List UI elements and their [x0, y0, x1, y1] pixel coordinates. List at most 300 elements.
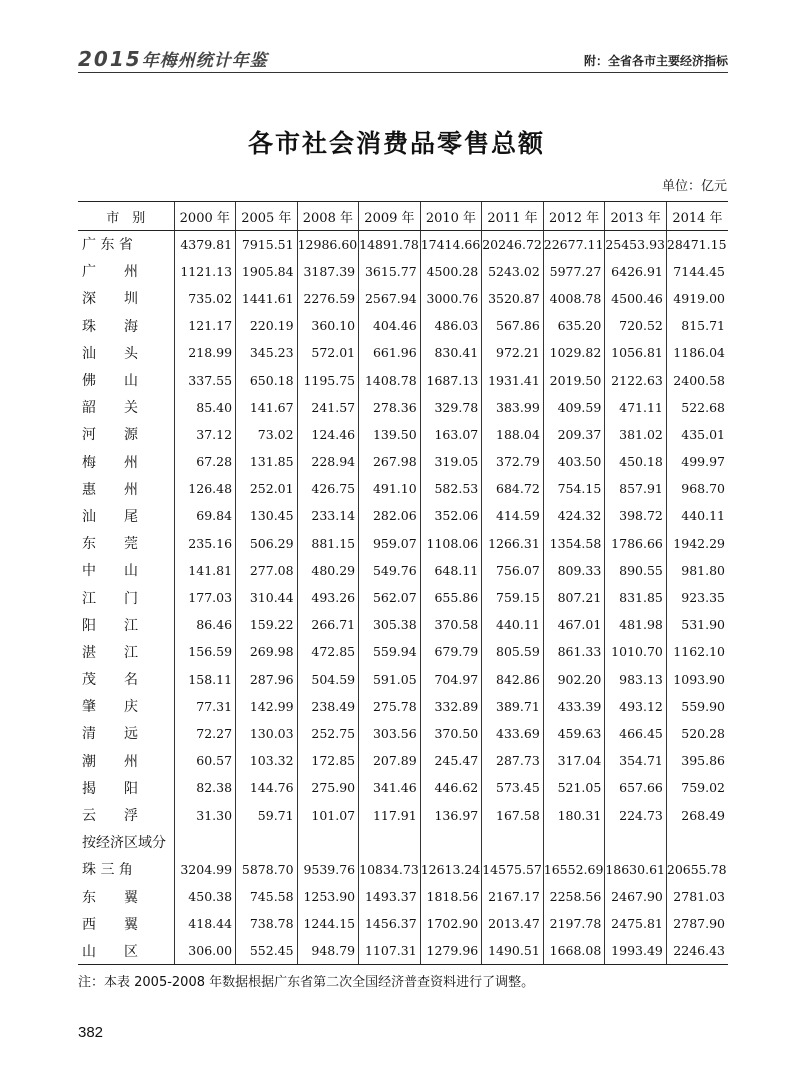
value-cell: 1056.81	[605, 339, 667, 366]
value-cell: 381.02	[605, 421, 667, 448]
value-cell: 5977.27	[543, 258, 605, 285]
footnote: 注：本表 2005-2008 年数据根据广东省第二次全国经济普查资料进行了调整。	[78, 975, 535, 990]
section-title: 附：全省各市主要经济指标	[583, 54, 728, 68]
value-cell: 1029.82	[543, 339, 605, 366]
value-cell: 10834.73	[359, 856, 421, 883]
value-cell: 117.91	[359, 801, 421, 828]
value-cell	[543, 829, 605, 856]
value-cell: 650.18	[236, 366, 298, 393]
value-cell: 275.78	[359, 693, 421, 720]
row-label: 佛 山	[82, 373, 138, 390]
value-cell: 5243.02	[482, 258, 544, 285]
value-cell: 491.10	[359, 475, 421, 502]
value-cell: 1931.41	[482, 366, 544, 393]
table-row	[78, 366, 728, 393]
value-cell: 69.84	[174, 502, 236, 529]
column-header-year: 2009 年	[359, 202, 421, 231]
table-body	[78, 231, 728, 965]
value-cell: 2475.81	[605, 910, 667, 937]
value-cell: 142.99	[236, 693, 298, 720]
value-cell: 305.38	[359, 611, 421, 638]
value-cell: 2197.78	[543, 910, 605, 937]
value-cell: 370.50	[420, 720, 482, 747]
row-label: 江 门	[82, 590, 138, 607]
value-cell: 395.86	[666, 747, 728, 774]
column-header-year: 2011 年	[482, 202, 544, 231]
value-cell: 20655.78	[666, 856, 728, 883]
value-cell: 228.94	[297, 448, 359, 475]
value-cell: 983.13	[605, 666, 667, 693]
value-cell: 268.49	[666, 801, 728, 828]
retail-sales-table	[78, 201, 728, 965]
value-cell: 14575.57	[482, 856, 544, 883]
value-cell: 67.28	[174, 448, 236, 475]
value-cell: 433.69	[482, 720, 544, 747]
value-cell: 241.57	[297, 394, 359, 421]
row-label: 梅 州	[82, 454, 138, 471]
value-cell: 1490.51	[482, 937, 544, 964]
value-cell: 404.46	[359, 312, 421, 339]
value-cell: 520.28	[666, 720, 728, 747]
value-cell	[605, 829, 667, 856]
value-cell: 306.00	[174, 937, 236, 964]
value-cell: 1441.61	[236, 285, 298, 312]
value-cell: 209.37	[543, 421, 605, 448]
row-label: 东 莞	[82, 536, 138, 553]
value-cell: 805.59	[482, 638, 544, 665]
value-cell: 220.19	[236, 312, 298, 339]
value-cell: 4500.28	[420, 258, 482, 285]
yearbook-brand	[78, 46, 268, 71]
value-cell: 167.58	[482, 801, 544, 828]
value-cell: 2246.43	[666, 937, 728, 964]
row-label: 河 源	[82, 427, 138, 444]
value-cell: 2013.47	[482, 910, 544, 937]
value-cell: 1354.58	[543, 530, 605, 557]
row-label: 惠 州	[82, 481, 138, 498]
value-cell: 414.59	[482, 502, 544, 529]
value-cell: 1010.70	[605, 638, 667, 665]
value-cell: 486.03	[420, 312, 482, 339]
value-cell: 684.72	[482, 475, 544, 502]
value-cell: 1786.66	[605, 530, 667, 557]
table-row	[78, 910, 728, 937]
value-cell: 1093.90	[666, 666, 728, 693]
row-label: 清 远	[82, 726, 138, 743]
row-label: 阳 江	[82, 617, 138, 634]
value-cell: 1108.06	[420, 530, 482, 557]
value-cell: 754.15	[543, 475, 605, 502]
value-cell: 310.44	[236, 584, 298, 611]
value-cell: 480.29	[297, 557, 359, 584]
table-row	[78, 693, 728, 720]
value-cell: 235.16	[174, 530, 236, 557]
page-title: 各市社会消费品零售总额	[247, 129, 545, 158]
value-cell: 275.90	[297, 774, 359, 801]
value-cell: 648.11	[420, 557, 482, 584]
table-row	[78, 339, 728, 366]
value-cell: 2400.58	[666, 366, 728, 393]
value-cell: 2019.50	[543, 366, 605, 393]
row-label: 汕 头	[82, 345, 138, 362]
value-cell: 759.15	[482, 584, 544, 611]
value-cell: 103.32	[236, 747, 298, 774]
value-cell: 5878.70	[236, 856, 298, 883]
value-cell: 131.85	[236, 448, 298, 475]
value-cell: 360.10	[297, 312, 359, 339]
table-row	[78, 285, 728, 312]
value-cell: 28471.15	[666, 231, 728, 258]
row-label: 湛 江	[82, 644, 138, 661]
value-cell: 3615.77	[359, 258, 421, 285]
value-cell: 86.46	[174, 611, 236, 638]
value-cell: 409.59	[543, 394, 605, 421]
table-row	[78, 666, 728, 693]
value-cell: 418.44	[174, 910, 236, 937]
value-cell: 759.02	[666, 774, 728, 801]
row-label: 西 翼	[82, 916, 138, 933]
row-label: 按经济区域分	[82, 835, 166, 852]
row-label: 汕 尾	[82, 508, 138, 525]
row-label: 广 东 省	[82, 237, 133, 254]
table-row	[78, 937, 728, 964]
value-cell: 101.07	[297, 801, 359, 828]
value-cell: 450.18	[605, 448, 667, 475]
value-cell: 37.12	[174, 421, 236, 448]
row-label: 韶 关	[82, 400, 138, 417]
value-cell: 704.97	[420, 666, 482, 693]
value-cell: 493.12	[605, 693, 667, 720]
value-cell: 471.11	[605, 394, 667, 421]
value-cell: 317.04	[543, 747, 605, 774]
value-cell: 370.58	[420, 611, 482, 638]
value-cell: 319.05	[420, 448, 482, 475]
value-cell: 12986.60	[297, 231, 359, 258]
table-row	[78, 774, 728, 801]
value-cell	[174, 829, 236, 856]
value-cell: 720.52	[605, 312, 667, 339]
value-cell: 522.68	[666, 394, 728, 421]
value-cell: 159.22	[236, 611, 298, 638]
value-cell: 567.86	[482, 312, 544, 339]
page-number: 382	[78, 1024, 104, 1041]
value-cell: 1687.13	[420, 366, 482, 393]
value-cell: 4379.81	[174, 231, 236, 258]
value-cell: 466.45	[605, 720, 667, 747]
value-cell: 3187.39	[297, 258, 359, 285]
value-cell: 267.98	[359, 448, 421, 475]
value-cell: 861.33	[543, 638, 605, 665]
value-cell: 124.46	[297, 421, 359, 448]
value-cell: 1279.96	[420, 937, 482, 964]
value-cell: 389.71	[482, 693, 544, 720]
brand-text: 年梅州统计年鉴	[141, 51, 268, 71]
value-cell: 472.85	[297, 638, 359, 665]
value-cell: 1993.49	[605, 937, 667, 964]
value-cell	[297, 829, 359, 856]
row-label: 潮 州	[82, 753, 138, 770]
value-cell: 141.67	[236, 394, 298, 421]
value-cell: 459.63	[543, 720, 605, 747]
value-cell: 245.47	[420, 747, 482, 774]
value-cell: 1244.15	[297, 910, 359, 937]
value-cell: 1493.37	[359, 883, 421, 910]
value-cell: 337.55	[174, 366, 236, 393]
unit-label: 单位：亿元	[661, 179, 727, 194]
table-row	[78, 747, 728, 774]
value-cell: 238.49	[297, 693, 359, 720]
value-cell: 572.01	[297, 339, 359, 366]
table-row	[78, 448, 728, 475]
table-row	[78, 883, 728, 910]
column-header-city: 市 别	[78, 202, 174, 231]
value-cell: 1266.31	[482, 530, 544, 557]
brand-year: 2015	[78, 47, 142, 71]
table-row	[78, 258, 728, 285]
value-cell: 735.02	[174, 285, 236, 312]
value-cell: 809.33	[543, 557, 605, 584]
value-cell: 383.99	[482, 394, 544, 421]
value-cell: 1905.84	[236, 258, 298, 285]
value-cell: 85.40	[174, 394, 236, 421]
value-cell: 467.01	[543, 611, 605, 638]
value-cell	[666, 829, 728, 856]
value-cell: 657.66	[605, 774, 667, 801]
table-row	[78, 720, 728, 747]
row-label: 山 区	[78, 937, 174, 964]
value-cell: 345.23	[236, 339, 298, 366]
value-cell: 12613.24	[420, 856, 482, 883]
value-cell: 269.98	[236, 638, 298, 665]
value-cell: 1253.90	[297, 883, 359, 910]
value-cell: 890.55	[605, 557, 667, 584]
value-cell: 807.21	[543, 584, 605, 611]
value-cell: 493.26	[297, 584, 359, 611]
value-cell: 25453.93	[605, 231, 667, 258]
value-cell: 1942.29	[666, 530, 728, 557]
value-cell: 121.17	[174, 312, 236, 339]
value-cell: 968.70	[666, 475, 728, 502]
value-cell: 435.01	[666, 421, 728, 448]
row-label: 茂 名	[82, 672, 138, 689]
value-cell: 73.02	[236, 421, 298, 448]
value-cell: 233.14	[297, 502, 359, 529]
value-cell: 218.99	[174, 339, 236, 366]
value-cell	[420, 829, 482, 856]
value-cell: 1107.31	[359, 937, 421, 964]
column-header-year: 2010 年	[420, 202, 482, 231]
column-header-year: 2014 年	[666, 202, 728, 231]
value-cell: 6426.91	[605, 258, 667, 285]
value-cell: 499.97	[666, 448, 728, 475]
row-label: 广 州	[82, 264, 138, 281]
value-cell: 252.75	[297, 720, 359, 747]
value-cell: 981.80	[666, 557, 728, 584]
value-cell: 177.03	[174, 584, 236, 611]
value-cell: 738.78	[236, 910, 298, 937]
value-cell: 398.72	[605, 502, 667, 529]
value-cell: 278.36	[359, 394, 421, 421]
running-header	[78, 46, 728, 73]
value-cell: 126.48	[174, 475, 236, 502]
row-label: 深 圳	[82, 291, 138, 308]
column-header-year: 2008 年	[297, 202, 359, 231]
value-cell: 549.76	[359, 557, 421, 584]
value-cell: 440.11	[482, 611, 544, 638]
row-label: 云 浮	[82, 808, 138, 825]
value-cell: 207.89	[359, 747, 421, 774]
table-row	[78, 394, 728, 421]
value-cell: 1456.37	[359, 910, 421, 937]
value-cell: 2567.94	[359, 285, 421, 312]
value-cell: 329.78	[420, 394, 482, 421]
value-cell: 172.85	[297, 747, 359, 774]
value-cell: 1818.56	[420, 883, 482, 910]
value-cell: 573.45	[482, 774, 544, 801]
value-cell: 552.45	[236, 937, 298, 964]
value-cell: 661.96	[359, 339, 421, 366]
row-label: 肇 庆	[82, 699, 138, 716]
value-cell: 180.31	[543, 801, 605, 828]
value-cell: 158.11	[174, 666, 236, 693]
table-row	[78, 530, 728, 557]
value-cell: 224.73	[605, 801, 667, 828]
value-cell: 277.08	[236, 557, 298, 584]
value-cell: 745.58	[236, 883, 298, 910]
value-cell: 403.50	[543, 448, 605, 475]
row-label: 中 山	[82, 563, 138, 580]
value-cell: 82.38	[174, 774, 236, 801]
value-cell: 881.15	[297, 530, 359, 557]
value-cell: 521.05	[543, 774, 605, 801]
value-cell: 7144.45	[666, 258, 728, 285]
value-cell: 130.03	[236, 720, 298, 747]
value-cell: 2276.59	[297, 285, 359, 312]
value-cell: 531.90	[666, 611, 728, 638]
value-cell: 18630.61	[605, 856, 667, 883]
value-cell: 450.38	[174, 883, 236, 910]
value-cell: 481.98	[605, 611, 667, 638]
column-header-year: 2000 年	[174, 202, 236, 231]
table-row	[78, 584, 728, 611]
value-cell: 426.75	[297, 475, 359, 502]
value-cell: 303.56	[359, 720, 421, 747]
value-cell: 1408.78	[359, 366, 421, 393]
value-cell: 842.86	[482, 666, 544, 693]
value-cell: 22677.11	[543, 231, 605, 258]
value-cell: 559.94	[359, 638, 421, 665]
value-cell: 332.89	[420, 693, 482, 720]
value-cell: 77.31	[174, 693, 236, 720]
value-cell: 902.20	[543, 666, 605, 693]
value-cell: 756.07	[482, 557, 544, 584]
column-header-year: 2013 年	[605, 202, 667, 231]
value-cell: 1186.04	[666, 339, 728, 366]
value-cell: 3204.99	[174, 856, 236, 883]
value-cell: 136.97	[420, 801, 482, 828]
value-cell: 282.06	[359, 502, 421, 529]
value-cell: 655.86	[420, 584, 482, 611]
value-cell: 72.27	[174, 720, 236, 747]
value-cell	[236, 829, 298, 856]
value-cell: 679.79	[420, 638, 482, 665]
value-cell: 582.53	[420, 475, 482, 502]
value-cell: 948.79	[297, 937, 359, 964]
value-cell: 2467.90	[605, 883, 667, 910]
value-cell: 287.73	[482, 747, 544, 774]
value-cell: 4919.00	[666, 285, 728, 312]
value-cell: 591.05	[359, 666, 421, 693]
table-row	[78, 638, 728, 665]
table-row	[78, 421, 728, 448]
row-label: 珠 海	[82, 318, 138, 335]
value-cell: 559.90	[666, 693, 728, 720]
value-cell: 3520.87	[482, 285, 544, 312]
table-header-row	[78, 202, 728, 231]
value-cell: 60.57	[174, 747, 236, 774]
value-cell: 141.81	[174, 557, 236, 584]
value-cell: 959.07	[359, 530, 421, 557]
value-cell: 163.07	[420, 421, 482, 448]
value-cell: 287.96	[236, 666, 298, 693]
table-row	[78, 611, 728, 638]
table-row	[78, 231, 728, 258]
value-cell	[359, 829, 421, 856]
value-cell: 1195.75	[297, 366, 359, 393]
row-label: 揭 阳	[82, 780, 138, 797]
value-cell: 830.41	[420, 339, 482, 366]
table-row	[78, 312, 728, 339]
value-cell: 188.04	[482, 421, 544, 448]
value-cell: 440.11	[666, 502, 728, 529]
value-cell: 2167.17	[482, 883, 544, 910]
value-cell: 14891.78	[359, 231, 421, 258]
value-cell: 144.76	[236, 774, 298, 801]
value-cell: 831.85	[605, 584, 667, 611]
table-row	[78, 856, 728, 883]
row-label: 东 翼	[82, 889, 138, 906]
value-cell	[482, 829, 544, 856]
value-cell: 59.71	[236, 801, 298, 828]
value-cell: 857.91	[605, 475, 667, 502]
value-cell: 504.59	[297, 666, 359, 693]
value-cell: 354.71	[605, 747, 667, 774]
value-cell: 3000.76	[420, 285, 482, 312]
value-cell: 2781.03	[666, 883, 728, 910]
value-cell: 506.29	[236, 530, 298, 557]
value-cell: 31.30	[174, 801, 236, 828]
value-cell: 433.39	[543, 693, 605, 720]
value-cell: 139.50	[359, 421, 421, 448]
value-cell: 923.35	[666, 584, 728, 611]
value-cell: 16552.69	[543, 856, 605, 883]
row-label: 珠 三 角	[82, 862, 133, 879]
value-cell: 20246.72	[482, 231, 544, 258]
value-cell: 2258.56	[543, 883, 605, 910]
table-row	[78, 502, 728, 529]
value-cell: 252.01	[236, 475, 298, 502]
table-row	[78, 475, 728, 502]
value-cell: 9539.76	[297, 856, 359, 883]
value-cell: 7915.51	[236, 231, 298, 258]
value-cell: 156.59	[174, 638, 236, 665]
value-cell: 372.79	[482, 448, 544, 475]
value-cell: 446.62	[420, 774, 482, 801]
value-cell: 130.45	[236, 502, 298, 529]
value-cell: 4500.46	[605, 285, 667, 312]
value-cell: 562.07	[359, 584, 421, 611]
value-cell: 1702.90	[420, 910, 482, 937]
